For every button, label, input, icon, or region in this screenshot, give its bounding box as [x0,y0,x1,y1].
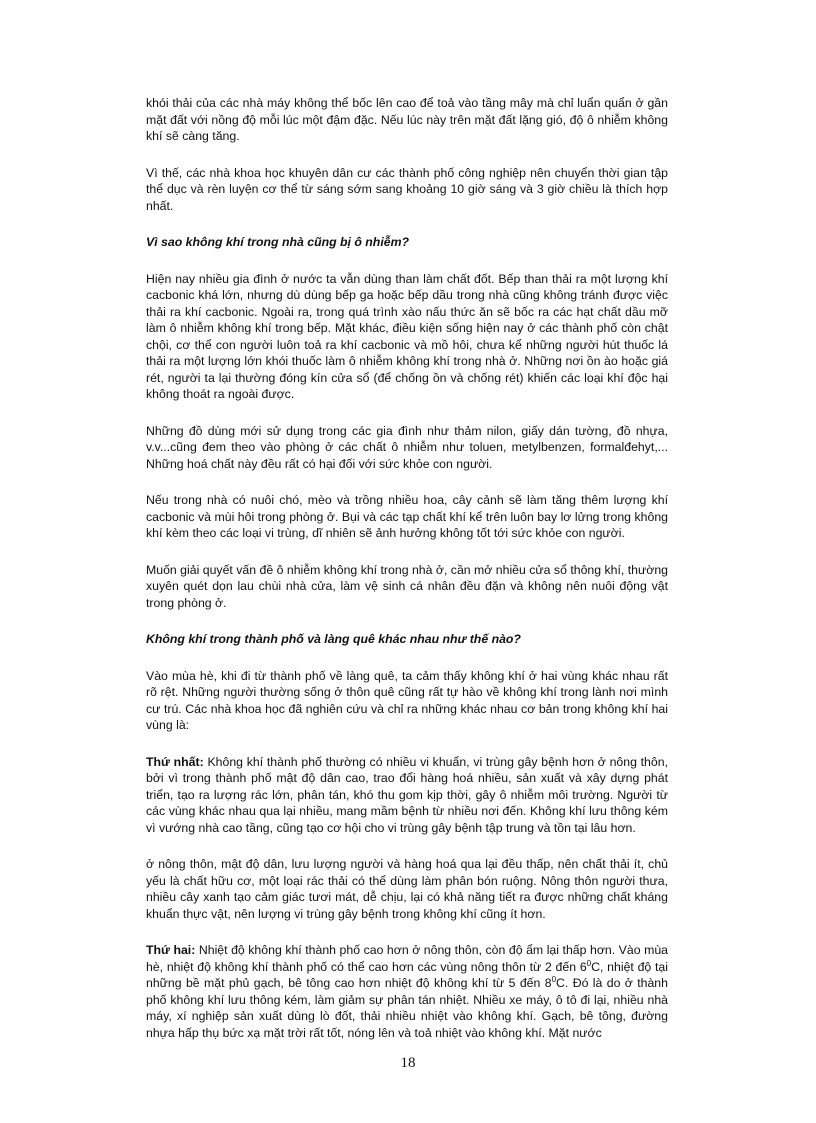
paragraph: Vào mùa hè, khi đi từ thành phố về làng quê, ta cảm thấy không khí ở hai vùng khác nhau rất rõ rệt. Những người thường sống ở thôn quê cũng rất tự hào về không khí trong lành nơi mình cư trú. Các nhà khoa học đã nghiên cứu và chỉ ra những khác nhau cơ bản trong không khí hai vùng là: [146,668,668,732]
superscript: 0 [586,958,592,968]
section-heading: Không khí trong thành phố và làng quê khác nhau như thế nào? [146,632,521,646]
section-heading: Vì sao không khí trong nhà cũng bị ô nhiễm? [146,235,410,249]
paragraph-text: Không khí thành phố thường có nhiều vi khuẩn, vi trùng gây bệnh hơn ở nông thôn, bởi vì trong thành phố mật độ dân cao, trao đổi hàng hoá nhiều, sản xuất và xây dựng phát triển, tạo ra lượng rác lớn, phân tán, khó thu gom kịp thời, gây ô nhiễm môi trường. Người từ các vùng khác nhau qua lại nhiều, mang mầm bệnh từ nhiều nơi đến. Không khí lưu thông kém vì vướng nhà cao tầng, cũng tạo cơ hội cho vi trùng gây bệnh tập trung và tồn tại lâu hơn. [146,754,668,835]
paragraph-text: C, nhiệt độ tại những bề mặt phủ gạch, bê tông cao hơn nhiệt độ không khí từ 5 đến 8 [146,959,668,990]
page-body [146,95,668,1061]
paragraph: ở nông thôn, mật độ dân, lưu lượng người và hàng hoá qua lại đều thấp, nên chất thải ít, chủ yếu là chất hữu cơ, một loại rác thải có thể dùng làm phân bón ruộng. Nông thôn người thưa, nhiều cây xanh tạo cảm giác tươi mát, dễ chịu, lại có khả năng tiết ra được những chất kháng khuẩn thực vật, nên lượng vi trùng gây bệnh trong không khí cũng ít hơn. [146,857,668,921]
paragraph: Hiện nay nhiều gia đình ở nước ta vẫn dùng than làm chất đốt. Bếp than thải ra một lượng khí cacbonic khá lớn, nhưng dù dùng bếp ga hoặc bếp dầu trong nhà cũng không tránh được việc thải ra khí cacbonic. Ngoài ra, trong quá trình xào nấu thức ăn sẽ bốc ra các hạt chất dầu mỡ làm ô nhiễm không khí trong bếp. Mặt khác, điều kiện sống hiện nay ở các thành phố còn chật chội, cơ thể con người luôn toả ra khí cacbonic và mồ hôi, chưa kể những người hút thuốc lá thải ra một lượng lớn khói thuốc làm ô nhiễm không khí trong nhà ở. Những nơi ồn ào hoặc giá rét, người ta lại thường đóng kín cửa sổ (để chống ồn và chống rét) khiến các loại khí độc hại không thoát ra ngoài được. [146,271,668,401]
paragraph-text: C. Đó là do ở thành phố không khí lưu thông kém, làm giảm sự phân tán nhiệt. Nhiều xe máy, ô tô đi lại, nhiều nhà máy, xí nghiệp sản xuất dùng lò đốt, thải nhiều nhiệt vào không khí. Gạch, bê tông, đường nhựa hấp thụ bức xạ mặt trời rất tốt, nóng lên và toả nhiệt vào không khí. Mặt nước [146,976,668,1040]
paragraph-lead: Thứ nhất: [146,754,204,769]
paragraph: Những đồ dùng mới sử dụng trong các gia đình như thảm nilon, giấy dán tường, đồ nhựa, v.v...cũng đem theo vào phòng ở các chất ô nhiễm như toluen, metylbenzen, formalđehyt,... Những hoá chất này đều rất có hại đối với sức khỏe con người. [146,423,668,471]
paragraph: Muốn giải quyết vấn đề ô nhiễm không khí trong nhà ở, cần mở nhiều cửa sổ thông khí, thường xuyên quét dọn lau chùi nhà cửa, làm vệ sinh cá nhân đều đặn và không nên nuôi động vật trong phòng ở. [146,562,668,610]
paragraph [146,754,668,837]
paragraph: Nếu trong nhà có nuôi chó, mèo và trồng nhiều hoa, cây cảnh sẽ làm tăng thêm lượng khí cacbonic và mùi hôi trong phòng ở. Bụi và các tạp chất khí kể trên luôn bay lơ lửng trong không khí kèm theo các loại vi trùng, dĩ nhiên sẽ ảnh hưởng không tốt tới sức khỏe con người. [146,493,668,540]
paragraph: khói thải của các nhà máy không thể bốc lên cao để toả vào tầng mây mà chỉ luẩn quẩn ở gần mặt đất với nồng độ mỗi lúc một đậm đặc. Nếu lúc này trên mặt đất lặng gió, độ ô nhiễm không khí sẽ càng tăng. [146,96,668,143]
paragraph [146,942,668,1041]
paragraph-lead: Thứ hai: [146,943,196,957]
paragraph-text: Nhiệt độ không khí thành phố cao hơn ở nông thôn, còn độ ẩm lại thấp hơn. Vào mùa hè, nhiệt độ không khí thành phố có thể cao hơn các vùng nông thôn từ 2 đến 6 [146,943,668,974]
paragraph: Vì thế, các nhà khoa học khuyên dân cư các thành phố công nghiệp nên chuyển thời gian tập thể dục và rèn luyện cơ thể từ sáng sớm sang khoảng 10 giờ sáng và 3 giờ chiều là thích hợp nhất. [146,165,668,213]
superscript: 0 [551,974,557,984]
page-number: 18 [400,1055,416,1071]
